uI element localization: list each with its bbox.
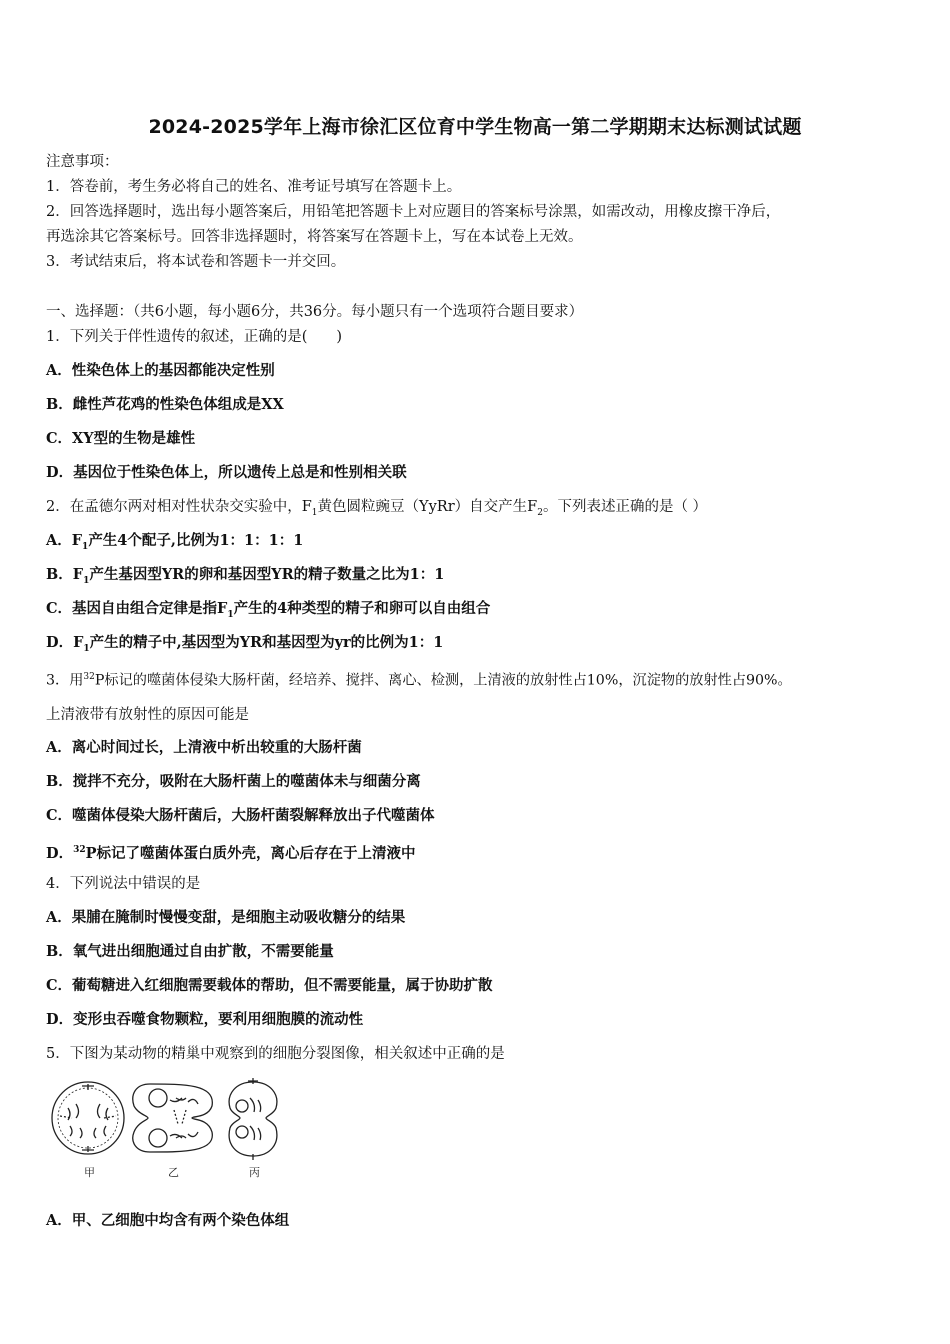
question-4-stem: 4．下列说法中错误的是 [46, 876, 201, 892]
question-3-stem-cont: 上清液带有放射性的原因可能是 [46, 707, 249, 723]
q2-option-a: A．$F_1$产生4个配子,比例为1：1：1：1 [46, 532, 304, 552]
q5-option-a: A．甲、乙细胞中均含有两个染色体组 [46, 1212, 290, 1229]
notice-heading: 注意事项： [46, 154, 119, 170]
notice-item: 3．考试结束后，将本试卷和答题卡一并交回。 [46, 254, 346, 270]
question-5-stem: 5．下图为某动物的精巢中观察到的细胞分裂图像，相关叙述中正确的是 [46, 1046, 505, 1062]
q4-option-b: B．氧气进出细胞通过自由扩散，不需要能量 [46, 943, 334, 960]
figure-label-bing: 丙 [249, 1166, 260, 1179]
q4-option-c: C．葡萄糖进入红细胞需要载体的帮助，但不需要能量，属于协助扩散 [46, 977, 493, 994]
q1-option-c: C．XY型的生物是雄性 [46, 430, 196, 447]
cell-division-figure [46, 1076, 296, 1181]
notice-item: 2．回答选择题时，选出每小题答案后，用铅笔把答题卡上对应题目的答案标号涂黑，如需改动，用橡皮擦干净后， [46, 204, 781, 220]
q1-option-a: A．性染色体上的基因都能决定性别 [46, 362, 275, 379]
q2-option-c: C．基因自由组合定律是指$F_1$产生的4种类型的精子和卵可以自由组合 [46, 600, 491, 620]
figure-label-jia: 甲 [84, 1166, 95, 1179]
question-1-stem: 1．下列关于伴性遗传的叙述，正确的是( ) [46, 329, 343, 345]
q1-option-b: B．雌性芦花鸡的性染色体组成是XX [46, 396, 284, 413]
notice-item: 1．答卷前，考生务必将自己的姓名、准考证号填写在答题卡上。 [46, 179, 462, 195]
q3-option-b: B．搅拌不充分，吸附在大肠杆菌上的噬菌体未与细菌分离 [46, 773, 421, 790]
q3-option-a: A．离心时间过长，上清液中析出较重的大肠杆菌 [46, 739, 362, 756]
q3-option-c: C．噬菌体侵染大肠杆菌后，大肠杆菌裂解释放出子代噬菌体 [46, 807, 435, 824]
section-heading: 一、选择题：（共6小题，每小题6分，共36分。每小题只有一个选项符合题目要求） [46, 304, 584, 320]
q2-option-b: B．$F_1$产生基因型YR的卵和基因型YR的精子数量之比为1：1 [46, 566, 445, 586]
q4-option-d: D．变形虫吞噬食物颗粒，要利用细胞膜的流动性 [46, 1011, 364, 1028]
question-3-stem: 3．用$^{32}$P标记的噬菌体侵染大肠杆菌，经培养、搅拌、离心、检测，上清液的放射性占10%，沉淀物的放射性占90%。 [46, 672, 792, 689]
q2-option-d: D．$F_1$产生的精子中,基因型为YR和基因型为yr的比例为1：1 [46, 634, 444, 654]
notice-item: 再选涂其它答案标号。回答非选择题时，将答案写在答题卡上，写在本试卷上无效。 [46, 229, 583, 245]
question-2-stem: 2．在孟德尔两对相对性状杂交实验中，$F_1$黄色圆粒豌豆（YyRr）自交产生$F_2$。下列表述正确的是（ ） [46, 499, 708, 518]
q3-option-d: D．$^{32}$P标记了噬菌体蛋白质外壳，离心后存在于上清液中 [46, 844, 416, 862]
page-title: 2024-2025学年上海市徐汇区位育中学生物高一第二学期期末达标测试试题 [148, 116, 802, 138]
cell-jia [52, 1082, 124, 1154]
q4-option-a: A．果脯在腌制时慢慢变甜，是细胞主动吸收糖分的结果 [46, 909, 406, 926]
cell-yi [133, 1084, 213, 1152]
figure-label-yi: 乙 [168, 1166, 179, 1179]
cell-bing [229, 1078, 277, 1160]
q1-option-d: D．基因位于性染色体上，所以遗传上总是和性别相关联 [46, 464, 407, 481]
